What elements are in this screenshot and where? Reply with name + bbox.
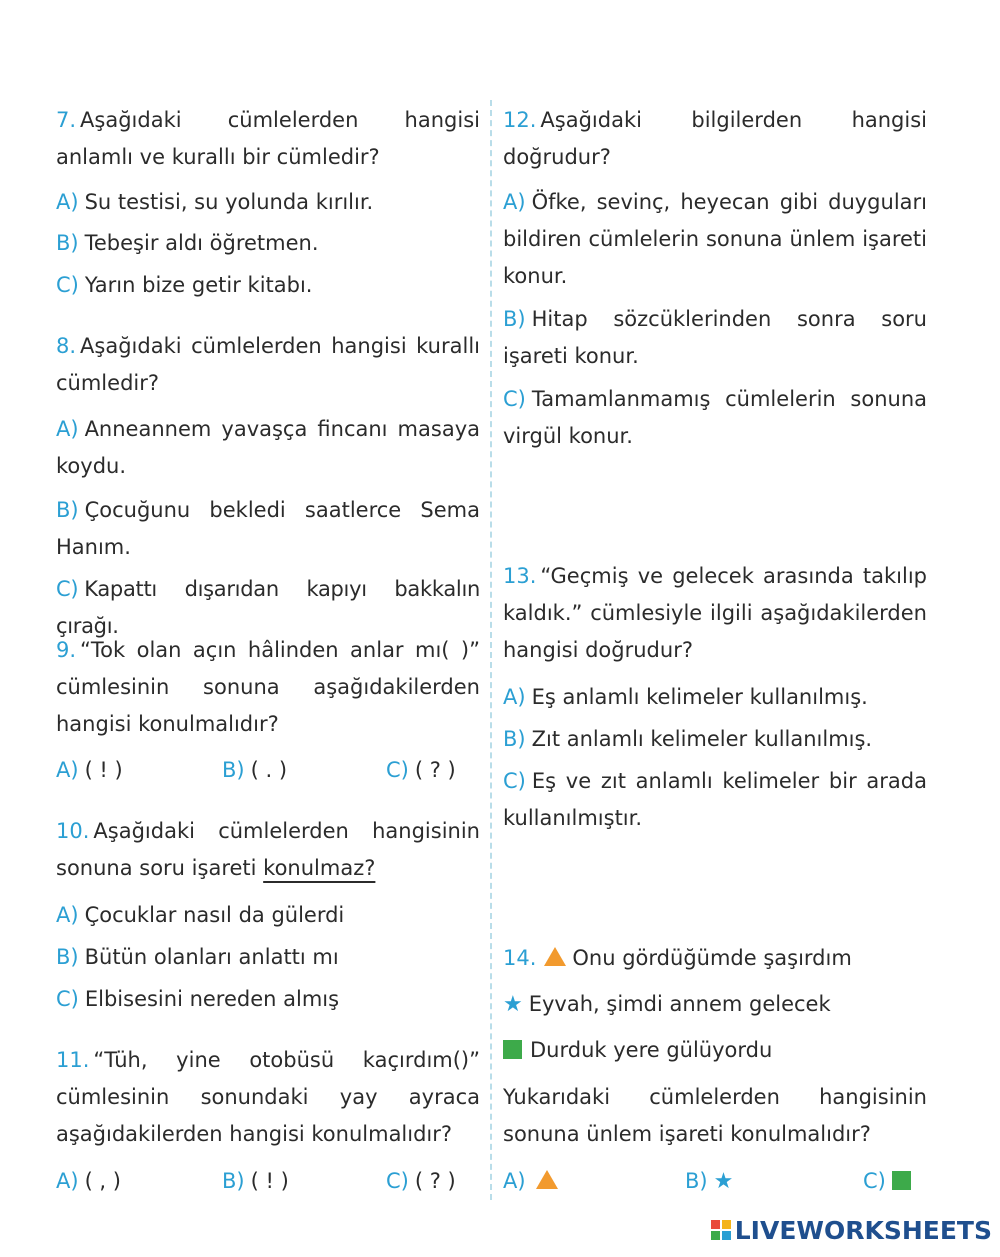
q11-option-b[interactable] xyxy=(222,1163,289,1200)
option-letter: C) xyxy=(863,1169,886,1193)
q7-option-c[interactable] xyxy=(56,267,480,304)
option-letter: B) xyxy=(56,231,79,255)
liveworksheets-logo[interactable] xyxy=(711,1213,992,1247)
question-14-sentence-3 xyxy=(503,1032,927,1069)
sentence-text: Eyvah, şimdi annem gelecek xyxy=(528,992,831,1016)
option-letter: C) xyxy=(56,273,79,297)
question-9 xyxy=(56,632,480,743)
option-text: Öfke, sevinç, heyecan gibi duyguları bildiren cümlelerin sonuna ünlem işareti konur. xyxy=(503,190,927,288)
option-letter: C) xyxy=(386,1169,409,1193)
option-text: Eş anlamlı kelimeler kullanılmış. xyxy=(531,685,868,709)
q7-option-a[interactable] xyxy=(56,184,480,221)
question-emphasis: konulmaz? xyxy=(263,856,376,880)
question-13 xyxy=(503,558,927,669)
option-text: Yarın bize getir kitabı. xyxy=(84,273,313,297)
q14-option-b[interactable] xyxy=(685,1163,739,1200)
q9-option-c[interactable] xyxy=(386,752,456,789)
option-letter: B) xyxy=(503,307,526,331)
option-letter: C) xyxy=(56,577,79,601)
q12-option-a[interactable] xyxy=(503,184,927,295)
option-text: Bütün olanları anlattı mı xyxy=(84,945,339,969)
option-letter: C) xyxy=(503,769,526,793)
square-icon xyxy=(892,1171,911,1190)
option-text: ( . ) xyxy=(250,758,288,782)
option-letter: A) xyxy=(56,758,79,782)
question-14-sentence-1 xyxy=(503,940,927,977)
question-text: “Geçmiş ve gelecek arasında takılıp kaldık.” cümlesiyle ilgili aşağıdakilerden hangisi doğrudur? xyxy=(503,564,927,662)
option-letter: B) xyxy=(503,727,526,751)
q8-option-b[interactable] xyxy=(56,492,480,566)
question-text: Aşağıdaki cümlelerden hangisinin sonuna soru işareti xyxy=(56,819,480,880)
option-letter: C) xyxy=(503,387,526,411)
option-letter: C) xyxy=(386,758,409,782)
q10-option-a[interactable] xyxy=(56,897,480,934)
option-text: ( ? ) xyxy=(414,1169,456,1193)
question-12 xyxy=(503,102,927,176)
question-14 xyxy=(503,1079,927,1153)
option-text: Kapattı dışarıdan kapıyı bakkalın çırağı. xyxy=(56,577,480,638)
question-number: 8. xyxy=(56,334,77,358)
q8-option-a[interactable] xyxy=(56,411,480,485)
question-number: 14. xyxy=(503,946,537,970)
q10-option-c[interactable] xyxy=(56,981,480,1018)
question-number: 13. xyxy=(503,564,537,588)
option-text: Su testisi, su yolunda kırılır. xyxy=(84,190,374,214)
triangle-icon xyxy=(544,947,566,966)
q10-option-b[interactable] xyxy=(56,939,480,976)
question-text: “Tok olan açın hâlinden anlar mı( )” cümlesinin sonuna aşağıdakilerden hangisi konulmalıdır? xyxy=(56,638,480,736)
option-text: Zıt anlamlı kelimeler kullanılmış. xyxy=(531,727,873,751)
option-letter: B) xyxy=(56,945,79,969)
question-number: 7. xyxy=(56,108,77,132)
question-number: 9. xyxy=(56,638,77,662)
option-text: Tamamlanmamış cümlelerin sonuna virgül konur. xyxy=(503,387,927,448)
star-icon: ★ xyxy=(503,992,523,1017)
option-letter: B) xyxy=(56,498,79,522)
sentence-text: Durduk yere gülüyordu xyxy=(530,1038,773,1062)
option-text: Eş ve zıt anlamlı kelimeler bir arada kullanılmıştır. xyxy=(503,769,927,830)
logo-text: LIVEWORKSHEETS xyxy=(734,1215,992,1245)
q14-option-c[interactable] xyxy=(863,1163,919,1200)
question-11 xyxy=(56,1042,480,1153)
option-letter: A) xyxy=(56,417,79,441)
logo-mark-icon xyxy=(711,1220,731,1240)
question-number: 11. xyxy=(56,1048,90,1072)
option-letter: C) xyxy=(56,987,79,1011)
option-letter: A) xyxy=(503,190,526,214)
question-7 xyxy=(56,102,480,176)
option-text: ( ? ) xyxy=(414,758,456,782)
question-number: 10. xyxy=(56,819,90,843)
q9-option-b[interactable] xyxy=(222,752,287,789)
option-text: Tebeşir aldı öğretmen. xyxy=(84,231,319,255)
option-text: ( ! ) xyxy=(250,1169,289,1193)
option-text: ( ! ) xyxy=(84,758,123,782)
option-text: ( , ) xyxy=(84,1169,121,1193)
triangle-icon xyxy=(536,1170,558,1189)
question-text: “Tüh, yine otobüsü kaçırdım()” cümlesinin sonundaki yay ayraca aşağıdakilerden hangisi konulmalıdır? xyxy=(56,1048,480,1146)
option-letter: B) xyxy=(222,1169,245,1193)
question-text: Aşağıdaki bilgilerden hangisi doğrudur? xyxy=(503,108,927,169)
question-10 xyxy=(56,813,480,887)
option-letter: A) xyxy=(503,1169,526,1193)
option-letter: A) xyxy=(56,190,79,214)
q11-option-c[interactable] xyxy=(386,1163,456,1200)
option-letter: A) xyxy=(56,1169,79,1193)
q11-option-a[interactable] xyxy=(56,1163,121,1200)
star-icon: ★ xyxy=(713,1169,734,1194)
q13-option-c[interactable] xyxy=(503,763,927,837)
sentence-text: Onu gördüğümde şaşırdım xyxy=(572,946,852,970)
option-letter: B) xyxy=(222,758,245,782)
q7-option-b[interactable] xyxy=(56,225,480,262)
question-8 xyxy=(56,328,480,402)
q12-option-b[interactable] xyxy=(503,301,927,375)
option-text: Elbisesini nereden almış xyxy=(84,987,340,1011)
option-text: Anneannem yavaşça fincanı masaya koydu. xyxy=(56,417,480,478)
q14-option-a[interactable] xyxy=(503,1163,564,1200)
option-letter: B) xyxy=(685,1169,708,1193)
option-letter: A) xyxy=(56,903,79,927)
question-text: Yukarıdaki cümlelerden hangisinin sonuna ünlem işareti konulmalıdır? xyxy=(503,1085,927,1146)
question-14-sentence-2 xyxy=(503,986,927,1023)
q13-option-a[interactable] xyxy=(503,679,927,716)
question-text: Aşağıdaki cümlelerden hangisi anlamlı ve kurallı bir cümledir? xyxy=(56,108,480,169)
question-number: 12. xyxy=(503,108,537,132)
option-text: Hitap sözcüklerinden sonra soru işareti konur. xyxy=(503,307,927,368)
option-letter: A) xyxy=(503,685,526,709)
q12-option-c[interactable] xyxy=(503,381,927,455)
q13-option-b[interactable] xyxy=(503,721,927,758)
question-text: Aşağıdaki cümlelerden hangisi kurallı cümledir? xyxy=(56,334,480,395)
option-text: Çocuğunu bekledi saatlerce Sema Hanım. xyxy=(56,498,480,559)
q9-option-a[interactable] xyxy=(56,752,123,789)
column-divider xyxy=(490,100,492,1200)
square-icon xyxy=(503,1040,522,1059)
option-text: Çocuklar nasıl da gülerdi xyxy=(84,903,345,927)
